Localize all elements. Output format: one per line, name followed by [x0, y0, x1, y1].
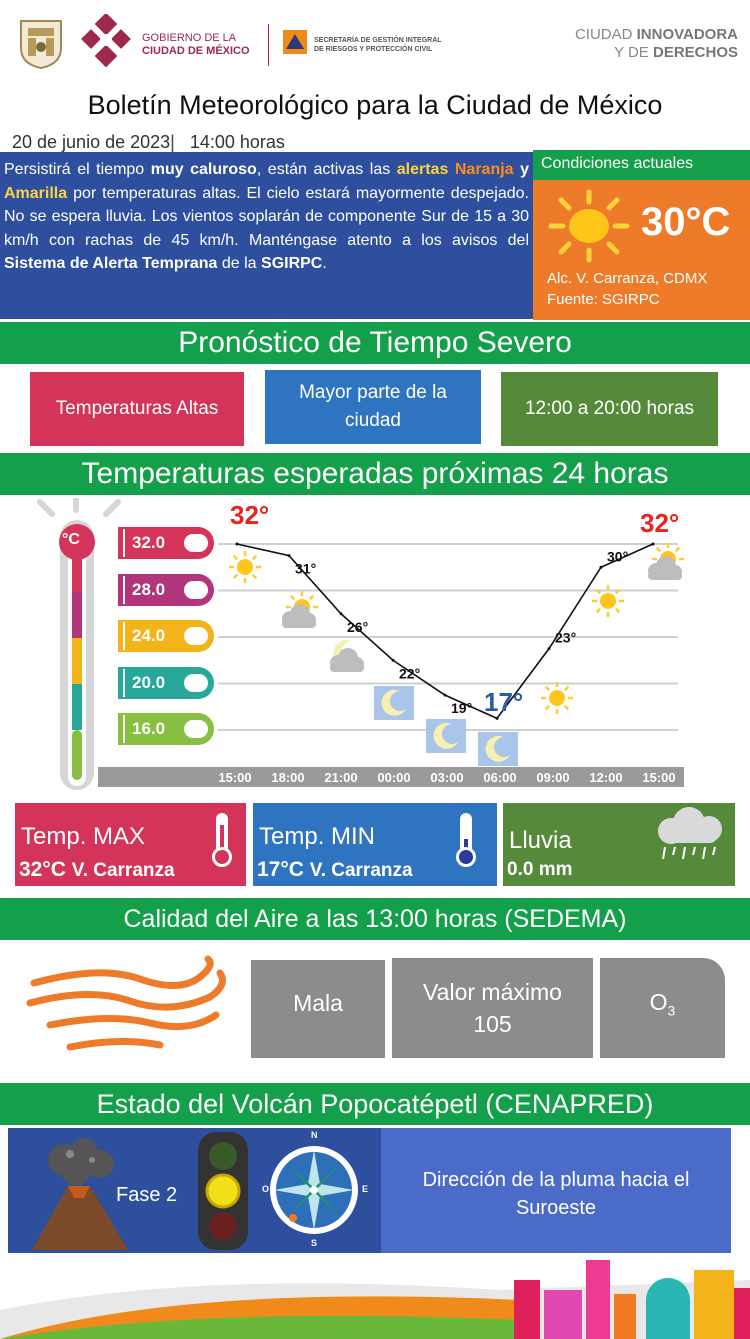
temp-min-label: Temp. MIN: [259, 823, 376, 850]
sun-icon: [545, 188, 633, 264]
temperature-point-label: 19°: [451, 700, 473, 717]
sgirpc-name-line1: SECRETARÍA DE GESTIÓN INTEGRAL: [314, 37, 442, 44]
hour-tick-label: 00:00: [377, 770, 411, 785]
temperature-point-label: 31°: [295, 560, 317, 577]
temperature-chart: [0, 495, 750, 795]
air-max-label: Valor máximo: [423, 979, 562, 1005]
current-location: Alc. V. Carranza, CDMX: [547, 270, 708, 287]
header-divider: [268, 24, 269, 66]
bulletin-time: 14:00 horas: [189, 132, 285, 152]
thermometer-hot-icon: [205, 811, 239, 874]
volcano-phase: Fase 2: [116, 1184, 178, 1206]
severe-heading: Pronóstico de Tiempo Severo: [0, 322, 750, 364]
sun-icon: [592, 585, 624, 617]
sgirpc-name-line2: DE RIESGOS Y PROTECCIÓN CIVIL: [314, 46, 433, 53]
hour-tick-label: 09:00: [536, 770, 570, 785]
scale-tag-label: 32.0: [132, 533, 166, 552]
temperature-point: [652, 543, 655, 546]
compass-west: O: [262, 1184, 270, 1194]
forecast-summary: Persistirá el tiempo muy caluroso, están activas las alertas Naranja y Amarilla por temperaturas altas. El cielo estará mayormente despejado. No se espera lluvia. Los vientos soplarán de componente Sur de 15 a 30 km/h con rachas de 45 km/h. Manténgase atento a los avisos del Sistema de Alerta Temprana de la SGIRPC.: [0, 152, 533, 319]
sun-icon: [541, 682, 573, 714]
temperature-point: [340, 612, 343, 615]
rain-label: Lluvia: [509, 827, 572, 854]
temperature-point: [600, 566, 603, 569]
air-quality-status: Mala: [251, 960, 385, 1058]
page-title: Boletín Meteorológico para la Ciudad de México: [87, 90, 663, 120]
gov-name-line1: GOBIERNO DE LA: [142, 32, 237, 44]
wind-icon: [20, 955, 235, 1065]
rain-value: 0.0 mm: [507, 859, 573, 880]
thermometer-cold-icon: [449, 811, 483, 874]
rain-cloud-icon: [649, 805, 729, 868]
compass-icon: [260, 1128, 372, 1253]
severe-area: Mayor parte de la ciudad: [265, 370, 481, 444]
temperature-point-label: 26°: [347, 618, 369, 635]
plume-direction-value: Suroeste: [515, 1197, 597, 1219]
severe-period: 12:00 a 20:00 horas: [501, 372, 718, 446]
temp-max-place: V. Carranza: [71, 860, 175, 881]
cdmx-shield-icon: [18, 18, 64, 70]
plume-direction-label: Dirección de la pluma hacia el: [422, 1169, 690, 1191]
severe-phenomenon: Temperaturas Altas: [30, 372, 244, 446]
gov-cdmx-logo-icon: [80, 14, 132, 74]
moon-icon: [426, 719, 466, 753]
hour-tick-label: 12:00: [589, 770, 623, 785]
current-source: Fuente: SGIRPC: [547, 291, 660, 308]
current-conditions: [533, 150, 750, 320]
volcano-status-panel: [8, 1128, 381, 1253]
scale-tag-label: 28.0: [132, 579, 166, 599]
temp-min-value: 17°C: [257, 858, 304, 881]
plume-direction: [381, 1128, 731, 1253]
end-temp-label: 32°: [640, 508, 680, 538]
temperature-point-label: 30°: [607, 548, 629, 565]
compass-east: E: [362, 1184, 369, 1194]
volcano-heading: Estado del Volcán Popocatépetl (CENAPRED): [0, 1083, 750, 1125]
bulletin-date: 20 de junio de 2023: [12, 132, 171, 152]
hour-tick-label: 15:00: [218, 770, 252, 785]
temperature-point: [236, 543, 239, 546]
min-temp-label: 17°: [484, 687, 524, 717]
moon-icon: [374, 686, 414, 720]
moon-cloud-icon: [330, 640, 364, 672]
compass-south: S: [311, 1238, 318, 1248]
air-max-value: 105: [473, 1011, 512, 1037]
max-temp-label: 32°: [230, 500, 270, 530]
temperature-point-label: 22°: [399, 665, 421, 682]
hour-tick-label: 21:00: [324, 770, 358, 785]
traffic-light-icon: [194, 1132, 252, 1250]
gov-name-line2: CIUDAD DE MÉXICO: [142, 45, 250, 57]
temp-min-place: V. Carranza: [309, 860, 413, 881]
temp-max-card: [15, 803, 246, 886]
moon-icon: [478, 732, 518, 766]
sun-cloud-icon: [648, 543, 684, 580]
rain-card: [503, 803, 735, 886]
hour-tick-label: 03:00: [430, 770, 464, 785]
footer-decoration: [0, 1250, 750, 1339]
current-conditions-heading: Condiciones actuales: [533, 150, 750, 180]
temps-heading: Temperaturas esperadas próximas 24 horas: [0, 453, 750, 495]
temp-min-card: [253, 803, 497, 886]
air-max-value-card: [392, 958, 593, 1058]
slogan: CIUDAD INNOVADORA Y DE DERECHOS: [574, 26, 738, 61]
scale-tag-label: 16.0: [132, 719, 166, 738]
air-pollutant: $O_3$: [600, 958, 725, 1058]
temp-max-label: Temp. MAX: [21, 823, 146, 850]
current-temperature: 30°C: [641, 200, 731, 244]
sgirpc-logo-icon: [283, 30, 307, 54]
temp-max-value: 32°C: [19, 858, 66, 881]
temperature-point: [392, 659, 395, 662]
sun-cloud-icon: [282, 591, 318, 628]
hour-tick-label: 15:00: [642, 770, 676, 785]
sun-icon: [229, 551, 261, 583]
compass-north: N: [311, 1130, 318, 1140]
temperature-point: [444, 694, 447, 697]
temperature-point: [288, 554, 291, 557]
temperature-point-label: 23°: [555, 629, 577, 646]
date-line: 20 de junio de 2023| 14:00 horas: [12, 132, 285, 152]
hour-tick-label: 18:00: [271, 770, 305, 785]
scale-tag-label: 24.0: [132, 626, 166, 645]
air-heading: Calidad del Aire a las 13:00 horas (SEDEMA): [0, 898, 750, 940]
scale-tag-label: 20.0: [132, 672, 166, 692]
hour-tick-label: 06:00: [483, 770, 517, 785]
celsius-symbol: °C: [62, 531, 80, 548]
temperature-point: [548, 647, 551, 650]
